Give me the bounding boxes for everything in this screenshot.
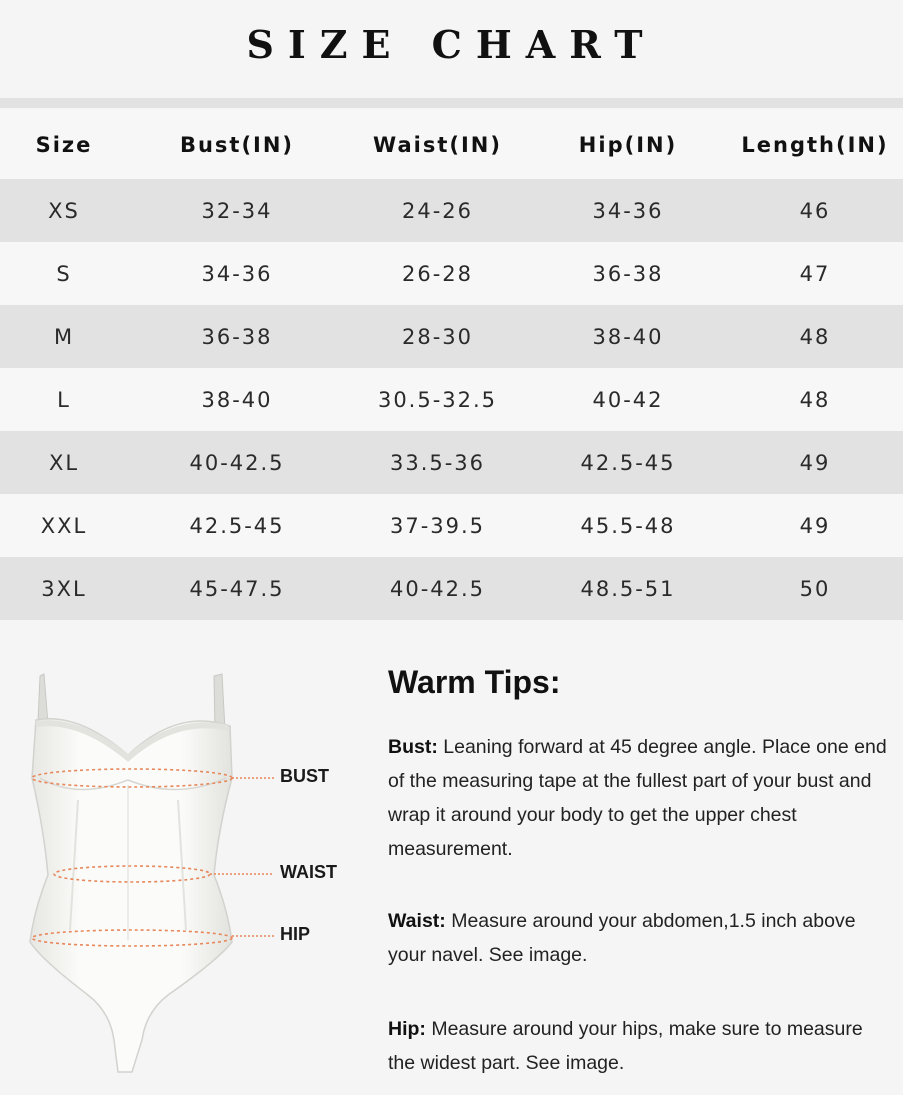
cell-length: 48: [799, 387, 831, 412]
hip-tip-text: Measure around your hips, make sure to measure the widest part. See image.: [388, 1018, 863, 1074]
cell-waist: 26-28: [401, 261, 474, 286]
waist-label: WAIST: [280, 862, 337, 882]
cell-bust: 40-42.5: [189, 450, 285, 475]
cell-size: XL: [48, 450, 80, 475]
left-strap: [38, 674, 48, 724]
cell-waist: 24-26: [401, 198, 474, 223]
cell-hip: 42.5-45: [580, 450, 676, 475]
cell-length: 47: [799, 261, 831, 286]
table-row: [0, 242, 903, 305]
title-divider: [0, 98, 903, 108]
column-header-waist: Waist(IN): [373, 132, 502, 157]
table-row: [0, 305, 903, 368]
column-header-length: Length(IN): [741, 132, 889, 157]
table-row: [0, 368, 903, 431]
cell-hip: 36-38: [592, 261, 664, 286]
cell-size: M: [53, 324, 75, 349]
table-row: [0, 179, 903, 242]
warm-tips-heading: Warm Tips:: [388, 664, 561, 700]
cell-size: 3XL: [41, 576, 87, 601]
cell-size: XS: [48, 198, 80, 223]
cell-bust: 45-47.5: [189, 576, 285, 601]
waist-tip: [388, 904, 888, 972]
page-title: SIZE CHART: [246, 22, 657, 67]
warm-tips-section: [388, 664, 888, 1074]
cell-bust: 42.5-45: [189, 513, 285, 538]
bodysuit-measurement-figure: [18, 660, 368, 1090]
bust-tip-text: Leaning forward at 45 degree angle. Place one end of the measuring tape at the fullest part of your bust and wrap it around your body to get the upper chest measurement.: [388, 736, 887, 860]
cell-size: L: [57, 387, 71, 412]
cell-length: 48: [799, 324, 831, 349]
size-chart-table: [0, 110, 903, 620]
cell-hip: 38-40: [592, 324, 664, 349]
cell-bust: 32-34: [201, 198, 273, 223]
table-header-row: [0, 110, 903, 179]
bust-label: BUST: [280, 766, 329, 786]
cell-hip: 48.5-51: [580, 576, 676, 601]
cell-bust: 36-38: [201, 324, 273, 349]
cell-length: 50: [799, 576, 831, 601]
cell-hip: 34-36: [592, 198, 664, 223]
cell-length: 49: [799, 450, 831, 475]
table-row: [0, 557, 903, 620]
bust-tip: [388, 730, 888, 866]
waist-tip-text: Measure around your abdomen,1.5 inch above your navel. See image.: [388, 910, 856, 966]
cell-length: 46: [799, 198, 831, 223]
column-header-size: Size: [35, 132, 93, 157]
hip-tip: [388, 1012, 888, 1080]
cell-size: S: [56, 261, 72, 286]
cell-bust: 34-36: [201, 261, 273, 286]
hip-label: HIP: [280, 924, 311, 944]
cell-hip: 45.5-48: [580, 513, 676, 538]
cell-length: 49: [799, 513, 831, 538]
cell-size: XXL: [40, 513, 88, 538]
cell-waist: 28-30: [401, 324, 474, 349]
table-row: [0, 494, 903, 557]
cell-bust: 38-40: [201, 387, 273, 412]
hip-tip-label: Hip:: [388, 1018, 426, 1040]
cell-hip: 40-42: [592, 387, 664, 412]
cell-waist: 30.5-32.5: [377, 387, 498, 412]
waist-tip-label: Waist:: [388, 910, 446, 932]
table-row: [0, 431, 903, 494]
cell-waist: 37-39.5: [389, 513, 486, 538]
cell-waist: 33.5-36: [389, 450, 486, 475]
column-header-hip: Hip(IN): [578, 132, 678, 157]
column-header-bust: Bust(IN): [179, 132, 295, 157]
cell-waist: 40-42.5: [389, 576, 486, 601]
bust-tip-label: Bust:: [388, 736, 438, 758]
